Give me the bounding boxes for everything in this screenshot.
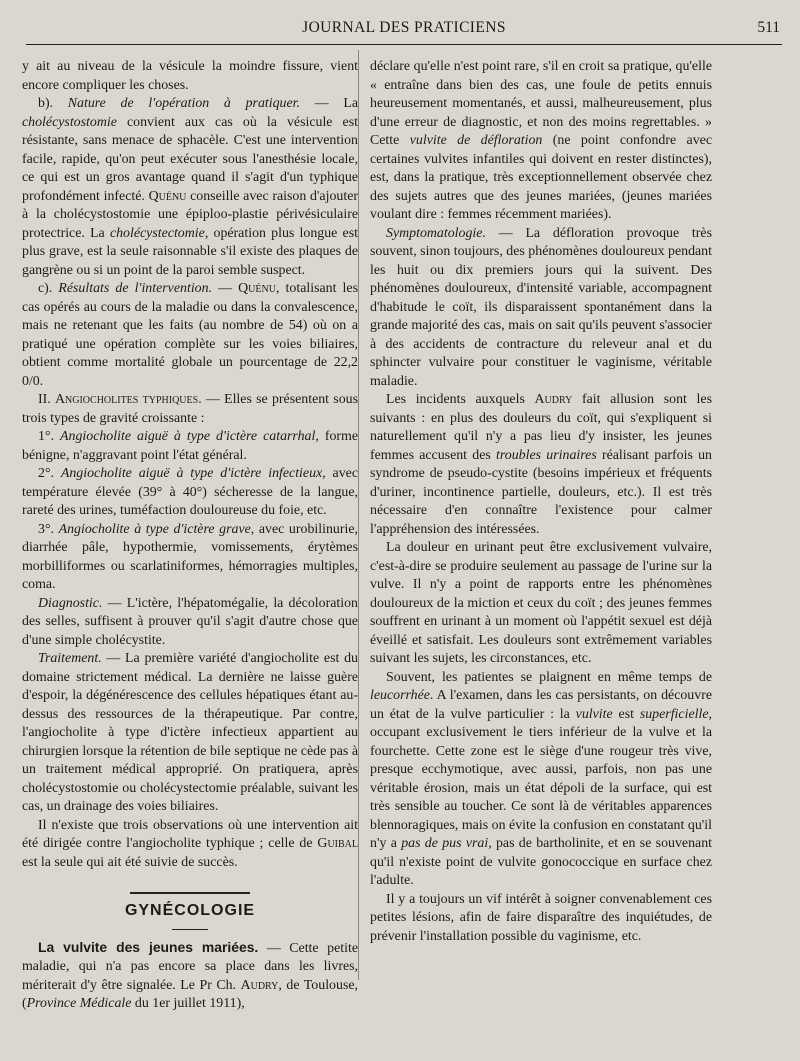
right-column [370, 58, 712, 946]
paragraph: Diagnostic. — L'ictère, l'hépatomégalie, la décoloration des selles, suffisent à prouver qu'il s'agit d'autre chose que d'une simple cholécystite. [22, 595, 358, 648]
list-item: 2°. Angiocholite aiguë à type d'ictère infectieux, avec température élevée (39° à 40°) sécheresse de la langue, rareté des urines, tuméfaction douloureuse du foie, etc. [22, 466, 358, 518]
paragraph: La vulvite des jeunes mariées. — Cette petite maladie, qui n'a pas encore sa place dans les livres, mériterait d'y être signalée. Le Pr Ch. Audry, de Toulouse, (Province Médicale du 1er juillet 1911), [22, 938, 358, 1011]
page-number: 511 [757, 19, 780, 36]
paragraph: y ait au niveau de la vésicule la moindre fissure, vient encore compliquer les choses. [22, 59, 358, 93]
section-heading [22, 892, 358, 930]
paragraph: b). Nature de l'opération à pratiquer. — La cholécystostomie convient aux cas où la vésicule est résistante, sans menace de sphacèle. C'est une intervention facile, rapide, qu'on peut exécuter sous l'anesthésie locale, ce qui est un gros avantage quand il s'agit d'un typhique profondément infecté. Quénu conseille avec raison d'ajouter à la cholécystostomie une épiploo-plastie périvésiculaire protectrice. La cholécystectomie, opération plus longue est plus grave, est la seule raisonnable s'il existe des plaques de gangrène ou si un point de la paroi semble suspect. [22, 96, 358, 278]
section-rule [172, 929, 208, 930]
article-title: La vulvite des jeunes mariées. [38, 938, 259, 955]
paragraph: Il y a toujours un vif intérêt à soigner convenablement ces petites lésions, afin de faire disparaître des inquiétudes, de prévenir l'installation possible du vaginisme, etc. [370, 891, 712, 944]
column-divider [358, 50, 359, 980]
paragraph: Il n'existe que trois observations où une intervention ait été dirigée contre l'angiocholite typhique ; celle de Guibal est la seule qui ait été suivie de succès. [22, 817, 358, 870]
section-rule [130, 892, 250, 894]
paragraph: déclare qu'elle n'est point rare, s'il en croit sa pratique, qu'elle « entraîne dans bien des cas, une foule de petits ennuis heureusement momentanés, et aussi, malheureusement, plus d'une erreur de diagnostic, et non des moins regrettables. » Cette vulvite de défloration (ne point confondre avec certaines vulvites infantiles qui doivent en rester distinctes), est, dans la pratique, très exceptionnellement observée chez des sujets autres que des jeunes mariées, (jeunes mariées voulant dire : femmes récemment mariées). [370, 59, 712, 222]
paragraph: Traitement. — La première variété d'angiocholite est du domaine strictement médical. La dernière ne laisse guère d'espoir, la dégénérescence des cellules hépatiques étant au-dessus des ressources de la thérapeutique. Par contre, l'angiocholite à type d'ictère infectieux appartient au chirurgien lorsque la rétention de bile septique ne cède pas à un traitement médical approprié. On pratiquera, après cholécystostomie ou cholécystectomie préalable, suivant les cas, un drainage des voies biliaires. [22, 651, 358, 814]
left-column [22, 58, 358, 1014]
paragraph: c). Résultats de l'intervention. — Quénu, totalisant les cas opérés au cours de la maladie ou dans la convalescence, mais ne retenant que les faits (au nombre de 54) où on a pratiqué une opération complète sur les voies biliaires, obtient comme mortalité globale un pourcentage de 22,2 0/0. [22, 281, 358, 389]
list-item: 1°. Angiocholite aiguë à type d'ictère catarrhal, forme bénigne, n'aggravant point l'état général. [22, 429, 358, 463]
paragraph: II. Angiocholites typhiques. — Elles se présentent sous trois types de gravité croissante : [22, 392, 359, 426]
paragraph: La douleur en urinant peut être exclusivement vulvaire, c'est-à-dire se produire seulement au passage de l'urine sur la vulve. Il n'y a point de rapports entre les phénomènes douloureux de la miction et ceux du coït ; des jeunes femmes souffrent en urinant à un moment où l'appétit sexuel est déjà éveillé et satisfait. Les douleurs sont extrêmement variables suivant les sujets, les circonstances, etc. [370, 540, 712, 666]
paragraph: Souvent, les patientes se plaignent en même temps de leucorrhée. A l'examen, dans les cas persistants, on découvre un état de la vulve particulier : la vulvite est superficielle, occupant exclusivement le tiers inférieur de la vulve et la fourchette. Cette zone est le siège d'une rougeur très vive, presque ecchymotique, avec aussi, parfois, non pas une véritable érosion, mais un état dépoli de la surface, qui est très sensible au toucher. Ce sont là de véritables apparences blennoragiques, mais on évite la confusion en constatant qu'il n'y a pas de pus vrai, pas de bartholinite, et en se souvenant qu'il n'existe point de vulvite gonococcique en surface chez l'adulte. [370, 669, 712, 888]
paragraph: Symptomatologie. — La défloration provoque très souvent, sinon toujours, des phénomènes douloureux pendant les huit ou dix premiers jours qui la suivent. Des phénomènes douloureux, d'intensité variable, accompagnent d'habitude le coït, ils disparaissent spontanément dans la grande majorité des cas, mais on sait qu'ils peuvent s'associer à des accidents de contracture du releveur anal et du sphincter vulvaire pour constituer le vaginisme, véritable maladie. [370, 225, 712, 389]
journal-title: JOURNAL DES PRATICIENS [302, 19, 506, 36]
section-title: GYNÉCOLOGIE [124, 902, 256, 919]
paragraph: Les incidents auxquels Audry fait allusion sont les suivants : en plus des douleurs du coït, qui s'expliquent si naturellement qu'il n'y a pas lieu d'y insister, les jeunes femmes accusent des troubles urinaires réalisant parfois un syndrome de pseudo-cystite (besoins impérieux et fréquents d'uriner, incontinence partielle, douleurs, etc.). Il est très nécessaire d'en connaître l'existence pour calmer l'appréhension des intéressées. [370, 392, 712, 537]
list-item: 3°. Angiocholite à type d'ictère grave, avec urobilinurie, diarrhée pâle, hypothermie, vomissements, érytèmes morbilliformes ou scarlatiniformes, hémorragies multiples, coma. [22, 521, 358, 592]
page-header [26, 14, 782, 45]
